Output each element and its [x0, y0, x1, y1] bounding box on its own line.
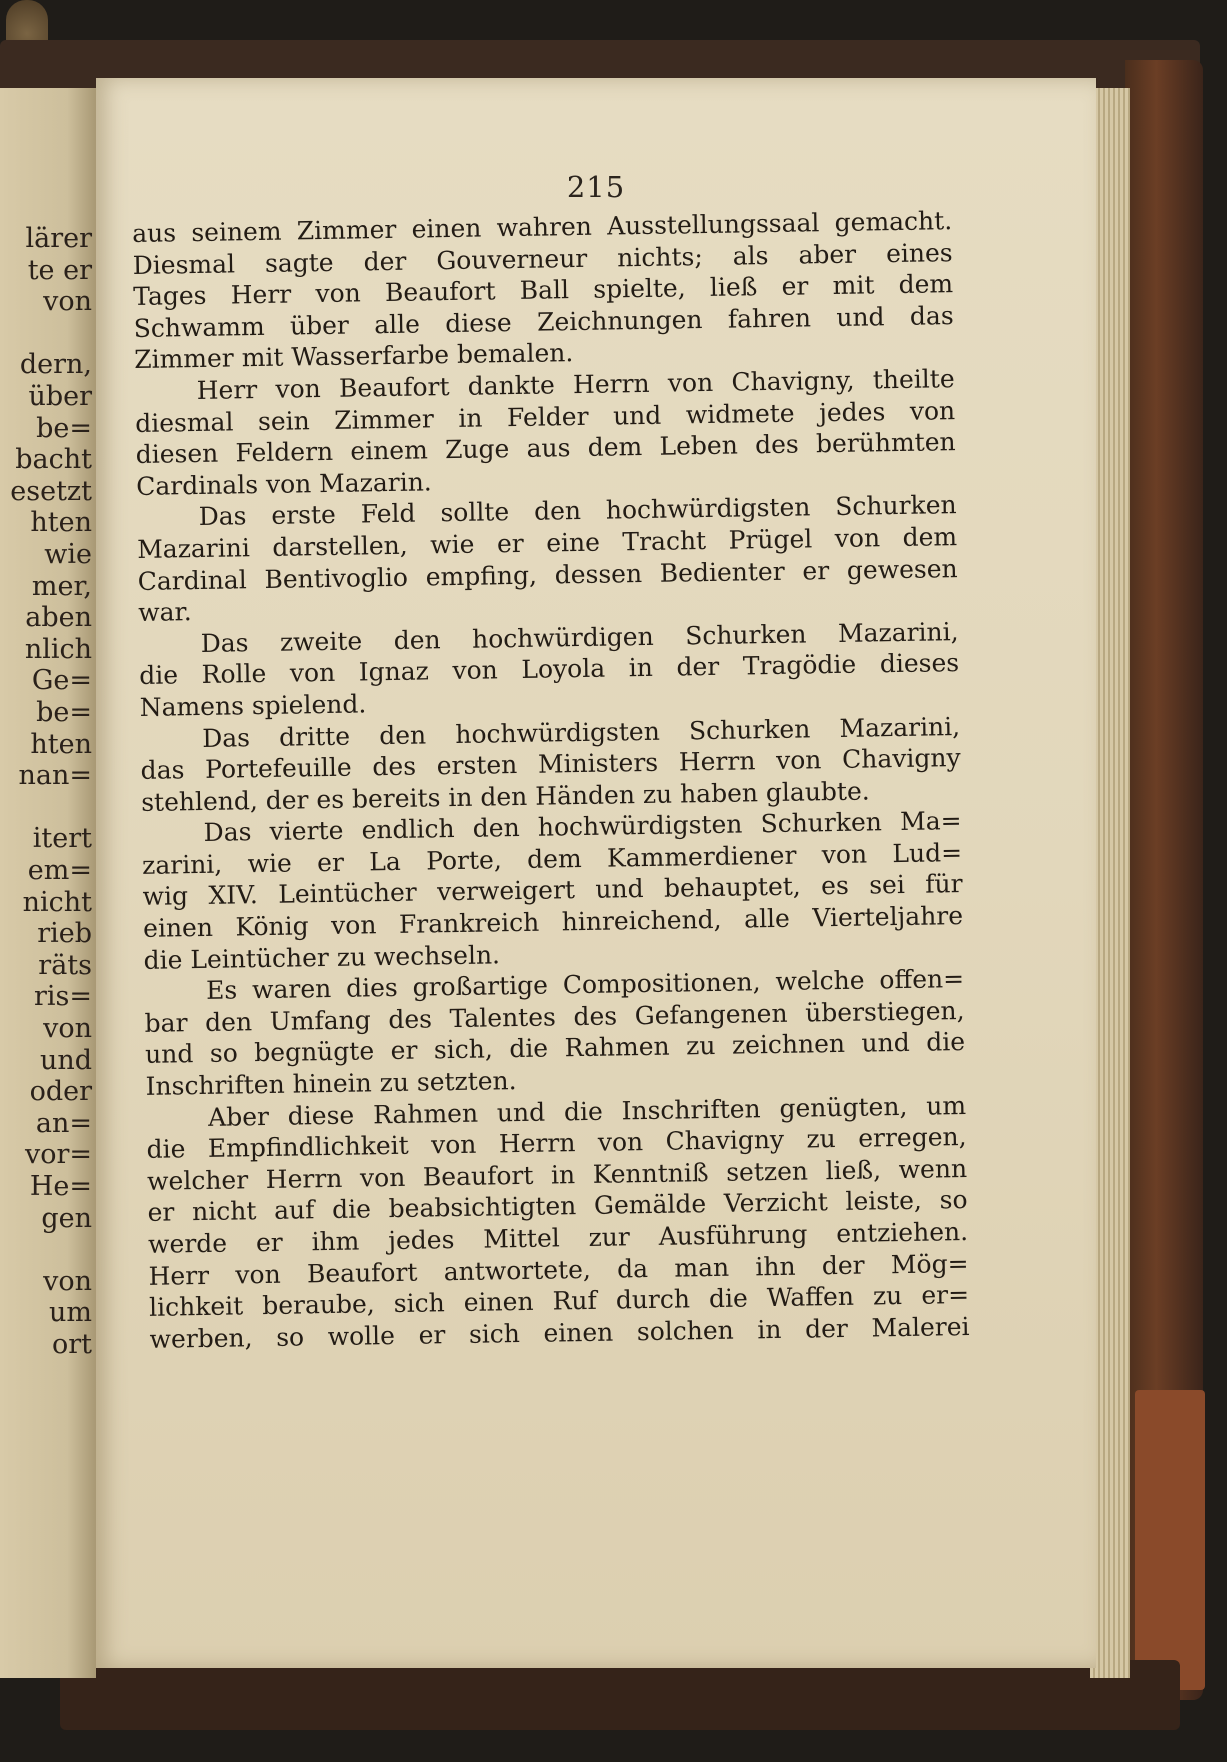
left-page-fragment: von [43, 1013, 92, 1044]
text-line: werde er ihm jedes Mittel zur Ausführung entziehen. [147, 1216, 969, 1259]
left-page-fragment: nlich [24, 633, 92, 665]
left-page-fragment: von [43, 286, 92, 318]
left-page-fragment: mer, [31, 570, 92, 602]
left-page-fragment: em= [27, 855, 92, 886]
text-line: aus seinem Zimmer einen wahren Ausstellungssaal gemacht. [132, 206, 953, 248]
left-page-fragment: räts [38, 949, 92, 981]
text-line: Cardinals von Mazarin. [135, 467, 432, 501]
left-page-fragment: itert [32, 823, 92, 855]
page-number: 215 [566, 170, 626, 204]
text-line: wig XIV. Leintücher verweigert und behauptet, es sei für [142, 869, 963, 912]
text-line: Das dritte den hochwürdigsten Schurken Mazarini, [201, 711, 961, 753]
text-line: bar den Umfang des Talentes des Gefangenen überstiegen, [144, 995, 965, 1038]
text-line: Herr von Beaufort antwortete, da man ihn der Mög= [148, 1248, 969, 1291]
left-page-fragment: vor= [24, 1139, 92, 1171]
text-line: war. [137, 597, 192, 628]
text-line: lichkeit beraube, sich einen Ruf durch die Waffen zu er= [148, 1280, 970, 1323]
left-page-fragment: nicht [22, 886, 92, 918]
page-edges [1090, 88, 1130, 1678]
text-line: die Rolle von Ignaz von Loyola in der Tragödie dieses [138, 648, 960, 691]
left-page-fragment: ris= [33, 981, 92, 1013]
text-line: Mazarini darstellen, wie er eine Tracht Prügel von dem [136, 522, 958, 564]
left-page-fragment: um [49, 1297, 92, 1329]
left-page-fragment: te er [27, 254, 92, 286]
text-line: Das vierte endlich den hochwürdigsten Schurken Ma= [203, 806, 962, 848]
text-line: die Empfindlichkeit von Herrn von Chavigny zu erregen, [146, 1122, 967, 1165]
left-page-fragment: He= [29, 1171, 92, 1202]
left-page-fragment: aben [25, 602, 92, 634]
text-line: Schwamm über alle diese Zeichnungen fahren und das [133, 300, 954, 343]
left-page-fragment: hten [30, 507, 92, 539]
left-page-fragment: über [28, 381, 92, 412]
left-page-fragment: esetzt [10, 475, 92, 507]
text-line: zarini, wie er La Porte, dem Kammerdiener von Lud= [141, 837, 963, 880]
text-line: Zimmer mit Wasserfarbe bemalen. [134, 338, 574, 375]
text-line: diesen Feldern einem Zuge aus dem Leben des berühmten [135, 427, 956, 470]
text-line: die Leintücher zu wechseln. [143, 939, 501, 975]
left-page-fragment: Ge= [31, 665, 92, 697]
left-page-fragment: ort [51, 1329, 92, 1360]
left-page-fragment: be= [36, 412, 92, 444]
text-line: Cardinal Bentivoglio empfing, dessen Bedienter er gewesen [137, 553, 958, 596]
book-cover-corner [1135, 1390, 1205, 1690]
text-line: Namens spielend. [139, 689, 367, 722]
book-cover-bottom [60, 1660, 1180, 1730]
left-page-fragment: rieb [37, 918, 92, 950]
text-line: Es waren dies großartige Compositionen, welche offen= [205, 964, 965, 1006]
text-line: Herr von Beaufort dankte Herrn von Chavigny, theilte [196, 364, 955, 405]
left-page-fragment: dern, [19, 349, 92, 381]
left-page-fragment: hten [30, 728, 92, 760]
text-line: Diesmal sagte der Gouverneur nichts; als aber eines [132, 237, 953, 280]
text-line: diesmal sein Zimmer in Felder und widmete jedes von [134, 395, 956, 438]
text-line: Das erste Feld sollte den hochwürdigsten Schurken [198, 490, 957, 532]
text-line: einen König von Frankreich hinreichend, alle Vierteljahre [142, 901, 964, 943]
text-line: Tages Herr von Beaufort Ball spielte, ließ er mit dem [133, 269, 954, 312]
text-line: welcher Herrn von Beaufort in Kenntniß setzen ließ, wenn [146, 1153, 968, 1196]
text-line: stehlend, der es bereits in den Händen zu haben glaubte. [140, 776, 870, 817]
text-line: Das zweite den hochwürdigen Schurken Mazarini, [200, 616, 959, 658]
left-page-fragment: oder [29, 1076, 92, 1108]
text-line: Aber diese Rahmen und die Inschriften genügten, um [207, 1090, 967, 1132]
left-page-fragment: be= [36, 697, 92, 728]
right-page [96, 78, 1096, 1668]
left-page-fragment: und [39, 1044, 92, 1076]
text-line: das Portefeuille des ersten Ministers Herrn von Chavigny [140, 743, 961, 786]
left-page-fragment: lärer [25, 223, 92, 254]
left-page-fragment: von [43, 1265, 92, 1297]
text-line: Inschriften hinein zu setzten. [145, 1066, 517, 1101]
left-page-fragment: wie [44, 539, 92, 570]
text-line: und so begnügte er sich, die Rahmen zu zeichnen und die [144, 1027, 966, 1070]
text-line: werben, so wolle er sich einen solchen in der Malerei [149, 1311, 970, 1354]
left-page [0, 88, 96, 1678]
left-page-fragment: nan= [18, 760, 92, 792]
left-page-fragment: bacht [15, 444, 92, 476]
text-line: er nicht auf die beabsichtigten Gemälde Verzicht leiste, so [147, 1185, 968, 1228]
page-text-block [132, 205, 970, 1355]
left-page-fragment: an= [35, 1107, 92, 1139]
left-page-fragment: gen [41, 1202, 92, 1234]
